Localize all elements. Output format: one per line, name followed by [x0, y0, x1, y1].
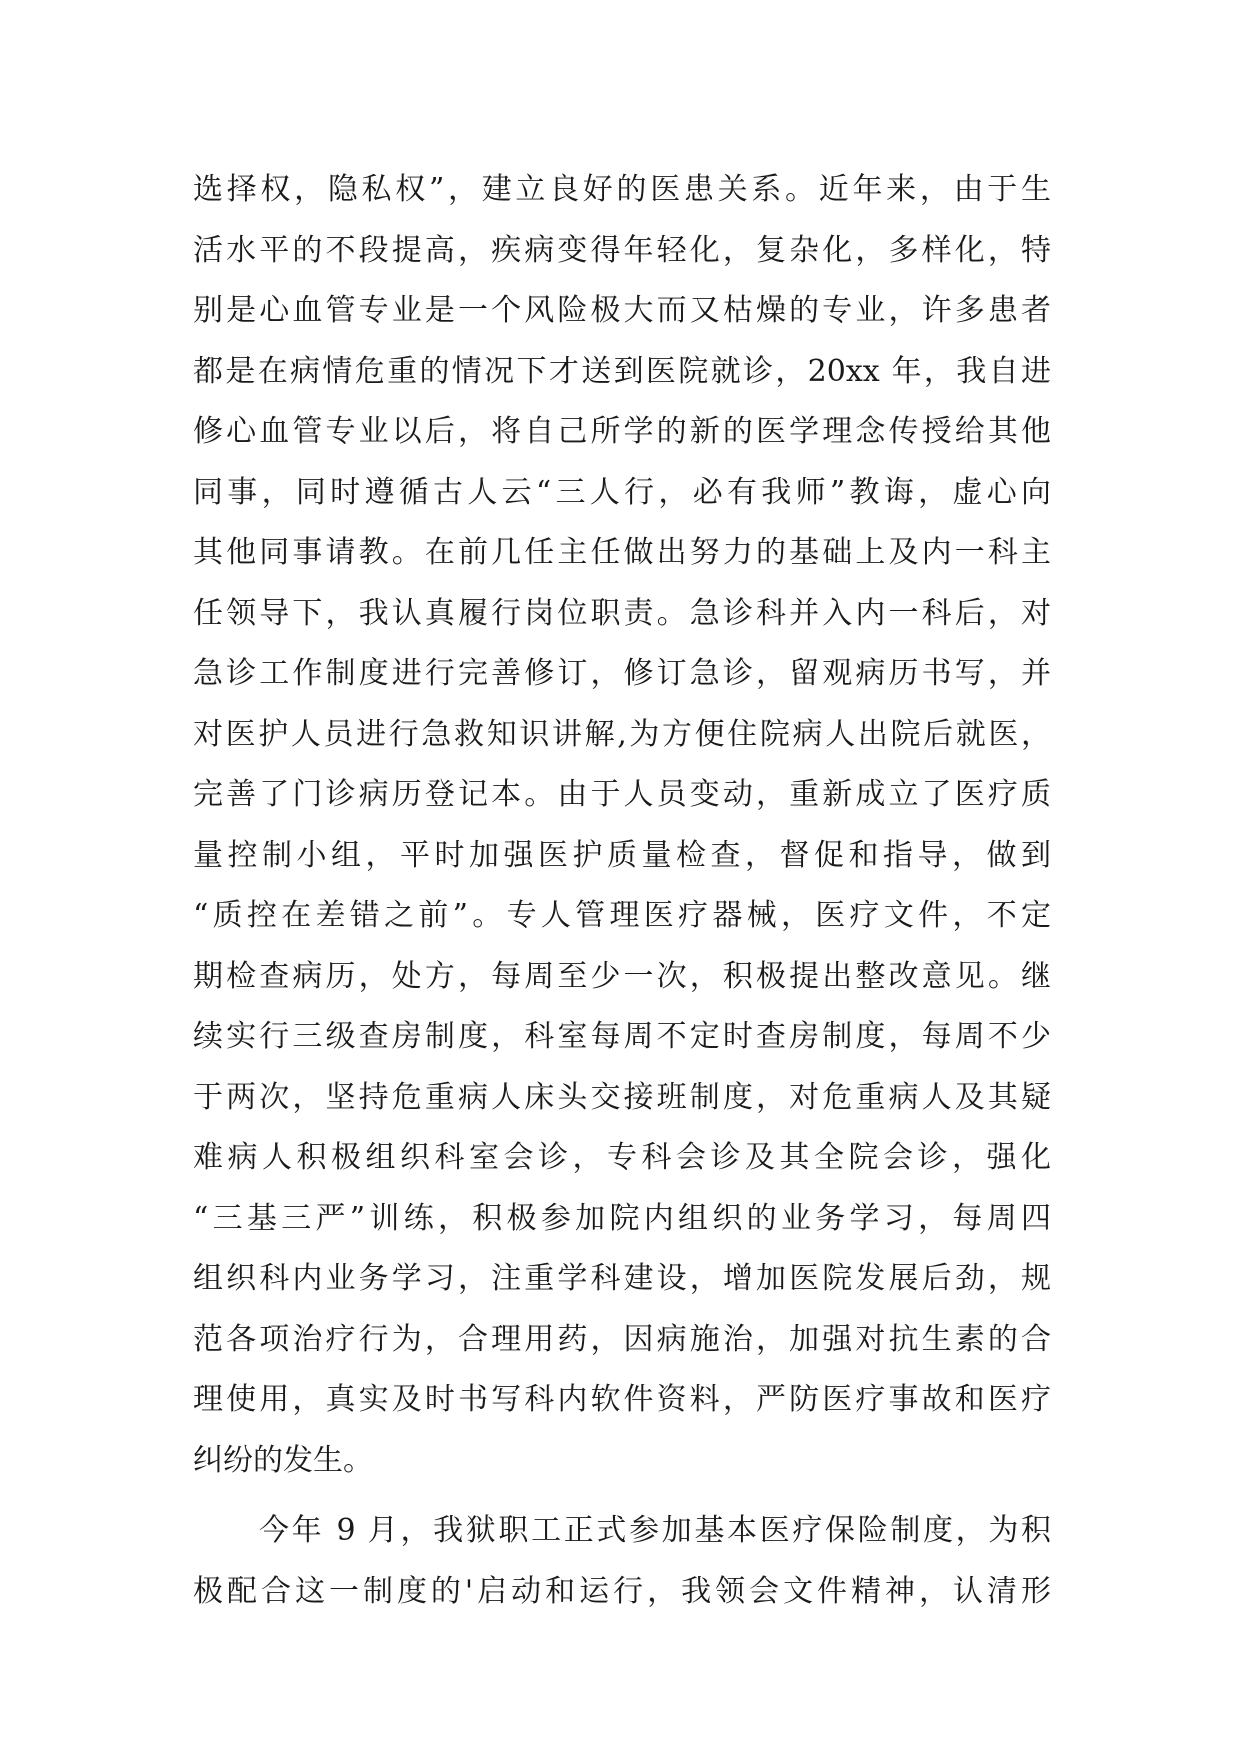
- text-line: 任领导下，我认真履行岗位职责。急诊科并入内一科后，对: [193, 595, 1051, 631]
- text-line: “三基三严”训练，积极参加院内组织的业务学习，每周四: [193, 1200, 1051, 1236]
- text-line: 都是在病情危重的情况下才送到医院就诊，20xx 年，我自进: [193, 353, 1051, 389]
- text-line: 续实行三级查房制度，科室每周不定时查房制度，每周不少: [193, 1019, 1051, 1054]
- text-line: 期检查病历，处方，每周至少一次，积极提出整改意见。继: [193, 958, 1051, 994]
- text-line: 纠纷的发生。: [193, 1442, 373, 1478]
- text-line: 其他同事请教。在前几任主任做出努力的基础上及内一科主: [193, 535, 1051, 570]
- text-line: 理使用，真实及时书写科内软件资料，严防医疗事故和医疗: [193, 1382, 1051, 1417]
- text-line: 难病人积极组织科室会诊，专科会诊及其全院会诊，强化: [193, 1140, 1051, 1175]
- paragraph-gap: [193, 1491, 1051, 1501]
- text-line: “质控在差错之前”。专人管理医疗器械，医疗文件，不定: [193, 898, 1051, 933]
- text-line: 范各项治疗行为，合理用药，因病施治，加强对抗生素的合: [193, 1321, 1051, 1357]
- text-line: 今年 9 月，我狱职工正式参加基本医疗保险制度，为积: [259, 1513, 1051, 1548]
- text-line: 修心血管专业以后，将自己所学的新的医学理念传授给其他: [193, 414, 1051, 449]
- paragraph-1: [193, 160, 1051, 1491]
- text-line: 于两次，坚持危重病人床头交接班制度，对危重病人及其疑: [193, 1079, 1051, 1115]
- text-line: 选择权，隐私权”，建立良好的医患关系。近年来，由于生: [193, 172, 1051, 207]
- document-body: [193, 160, 1051, 1622]
- text-line: 急诊工作制度进行完善修订，修订急诊，留观病历书写，并: [193, 656, 1051, 691]
- text-line: 别是心血管专业是一个风险极大而又枯燥的专业，许多患者: [193, 293, 1051, 328]
- paragraph-2: [193, 1501, 1051, 1622]
- text-line: 活水平的不段提高，疾病变得年轻化，复杂化，多样化，特: [193, 232, 1051, 268]
- text-line: 量控制小组，平时加强医护质量检查，督促和指导，做到: [193, 837, 1051, 873]
- text-line: 完善了门诊病历登记本。由于人员变动，重新成立了医疗质: [193, 777, 1051, 812]
- text-line: 同事，同时遵循古人云“三人行，必有我师”教诲，虚心向: [193, 474, 1051, 510]
- text-line: 极配合这一制度的'启动和运行，我领会文件精神，认清形: [193, 1573, 1051, 1609]
- text-line: 组织科内业务学习，注重学科建设，增加医院发展后劲，规: [193, 1261, 1051, 1296]
- text-line: 对医护人员进行急救知识讲解,为方便住院病人出院后就医，: [193, 716, 1051, 752]
